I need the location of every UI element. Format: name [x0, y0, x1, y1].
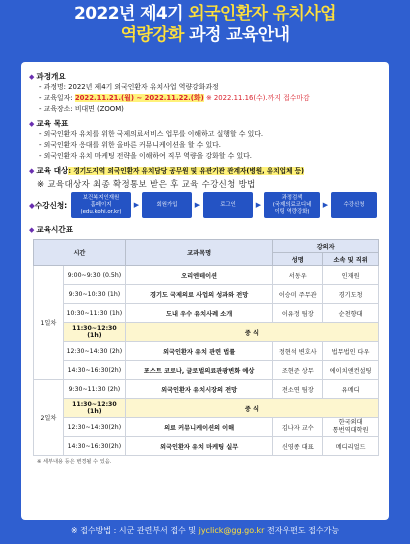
submission-method — [0, 525, 410, 536]
step-register: 수강신청 — [331, 192, 377, 218]
cell-affiliation: 법무법인 다우 — [323, 342, 379, 361]
cell-affiliation: 한국외대 통번역대학원 — [323, 418, 379, 437]
diamond-bullet-icon: ◆ — [29, 167, 35, 175]
header-affiliation: 소속 및 직위 — [323, 253, 379, 266]
step-signup: 회원가입 — [142, 192, 192, 218]
overview-heading — [29, 71, 381, 82]
goals-title: 교육 목표 — [36, 119, 69, 128]
header-course: 교과목명 — [125, 240, 272, 266]
course-name: - 과정명: 2022년 제4기 외국인환자 유치사업 역량강화과정 — [39, 83, 219, 91]
goals-heading — [29, 118, 381, 129]
table-row — [34, 418, 379, 437]
cell-course: 외국인환자 유치 관련 법률 — [125, 342, 272, 361]
table-row — [34, 266, 379, 285]
overview-title: 과정개요 — [36, 72, 66, 81]
header-instructor: 강의자 — [273, 240, 379, 253]
schedule-heading — [29, 224, 381, 235]
diamond-bullet-icon: ◆ — [29, 200, 35, 210]
cell-course: 경기도 국제의료 사업의 성과와 전망 — [125, 285, 272, 304]
cell-affiliation: 순천향대 — [323, 304, 379, 323]
apply-title: 수강신청: — [34, 200, 68, 210]
submission-prefix: ※ 접수방법 : 시군 관련부서 접수 및 — [70, 526, 199, 535]
title-line-2 — [0, 25, 410, 46]
cell-affiliation: 메디리얼드 — [323, 437, 379, 456]
cell-affiliation: 인재원 — [323, 266, 379, 285]
table-row — [34, 437, 379, 456]
header-name: 성명 — [273, 253, 323, 266]
apply-heading — [29, 200, 71, 211]
cell-time: 9:30~10:30 (1h) — [63, 285, 125, 304]
cell-time: 11:30~12:30 (1h) — [63, 399, 125, 418]
cell-time: 9:30~11:30 (2h) — [63, 380, 125, 399]
cell-lunch: 중 식 — [125, 399, 378, 418]
goal-item: - 외국인환자 응대를 위한 올바른 커뮤니케이션을 할 수 있다. — [39, 141, 221, 149]
cell-affiliation: 유메디 — [323, 380, 379, 399]
cell-course: 외국인환자 유치시장의 전망 — [125, 380, 272, 399]
title-year: 2022년 제4기 — [74, 4, 189, 24]
cell-course: 외국인환자 유치 마케팅 실무 — [125, 437, 272, 456]
cell-name: 이유정 팀장 — [273, 304, 323, 323]
cell-name: 정현석 변호사 — [273, 342, 323, 361]
cell-time: 9:00~9:30 (0.5h) — [63, 266, 125, 285]
title-highlight: 외국인환자 유치사업 — [188, 4, 336, 24]
arrow-right-icon: ▶ — [255, 201, 262, 209]
day-label: 1일차 — [34, 266, 64, 380]
apply-steps — [29, 192, 381, 218]
cell-course: 오리엔테이션 — [125, 266, 272, 285]
schedule-title: 교육시간표 — [36, 225, 74, 234]
cell-time: 11:30~12:30 (1h) — [63, 323, 125, 342]
cell-name: 전소연 팀장 — [273, 380, 323, 399]
cell-time: 14:30~16:30(2h) — [63, 361, 125, 380]
cell-name: 서동우 — [273, 266, 323, 285]
diamond-bullet-icon: ◆ — [29, 120, 35, 128]
table-row — [34, 342, 379, 361]
title-highlight-2: 역량강화 — [120, 25, 184, 45]
diamond-bullet-icon: ◆ — [29, 73, 35, 81]
target-title: 교육 대상 — [36, 166, 69, 175]
cell-time: 12:30~14:30(2h) — [63, 418, 125, 437]
arrow-right-icon: ▶ — [133, 201, 140, 209]
cell-affiliation: 에이치앤컨설팅 — [323, 361, 379, 380]
cell-name: 김나자 교수 — [273, 418, 323, 437]
deadline-note: ※ 2022.11.16(수).까지 접수마감 — [205, 94, 310, 102]
step-search: 과정검색 (국제의료코디네 이팅 역량강화) — [264, 192, 320, 218]
content-panel — [21, 62, 389, 520]
cell-time: 12:30~14:30 (2h) — [63, 342, 125, 361]
footnote: ※ 세부내용 등은 변경될 수 있음. — [37, 459, 112, 465]
cell-name: 신영종 대표 — [273, 437, 323, 456]
title-line-1 — [0, 4, 410, 25]
cell-affiliation: 경기도청 — [323, 285, 379, 304]
header-time: 시간 — [34, 240, 126, 266]
table-row — [34, 304, 379, 323]
cell-course: 의료 커뮤니케이션의 이해 — [125, 418, 272, 437]
cell-time: 14:30~16:30(2h) — [63, 437, 125, 456]
lunch-row — [34, 399, 379, 418]
cell-course: 도내 우수 유치사례 소개 — [125, 304, 272, 323]
goal-item: - 외국인환자 유치 마케팅 전략을 이해하여 직무 역량을 강화할 수 있다. — [39, 152, 252, 160]
page-title — [0, 4, 410, 46]
table-row — [34, 285, 379, 304]
lunch-row — [34, 323, 379, 342]
step-login: 로그인 — [203, 192, 253, 218]
submission-suffix: 전자우편도 접수가능 — [264, 526, 340, 535]
contact-email[interactable]: jyclick@gg.go.kr — [198, 526, 265, 535]
arrow-right-icon: ▶ — [322, 201, 329, 209]
table-row — [34, 380, 379, 399]
schedule-table — [33, 239, 379, 456]
application-notice: ※ 교육대상자 최종 확정통보 받은 후 교육 수강신청 방법 — [37, 180, 256, 190]
cell-course: 포스트 코로나, 글로벌의료관광변화 예상 — [125, 361, 272, 380]
period-label: - 교육일자: — [39, 94, 75, 102]
target-text: : 경기도지역 외국인환자 유치담당 공무원 및 유관기관 관계자(병원, 유치업체 등) — [68, 167, 305, 175]
title-suffix: 과정 교육안내 — [183, 25, 290, 45]
goal-item: - 외국인환자 유치를 위한 국제의료서비스 업무를 이해하고 실행할 수 있다. — [39, 130, 264, 138]
day-label: 2일차 — [34, 380, 64, 456]
arrow-right-icon: ▶ — [194, 201, 201, 209]
venue: - 교육장소: 비대면 (ZOOM) — [39, 105, 124, 113]
period-value: 2022.11.21.(월) ~ 2022.11.22.(화) — [74, 94, 204, 102]
cell-lunch: 중 식 — [125, 323, 378, 342]
step-website: 보건복지인재원 홈페이지 (edu.kohi.or.kr) — [71, 192, 131, 218]
cell-time: 10:30~11:30 (1h) — [63, 304, 125, 323]
target-heading — [29, 165, 381, 176]
table-row — [34, 361, 379, 380]
cell-name: 이승미 주무관 — [273, 285, 323, 304]
diamond-bullet-icon: ◆ — [29, 226, 35, 234]
period-row — [29, 93, 381, 104]
cell-name: 조현준 상무 — [273, 361, 323, 380]
